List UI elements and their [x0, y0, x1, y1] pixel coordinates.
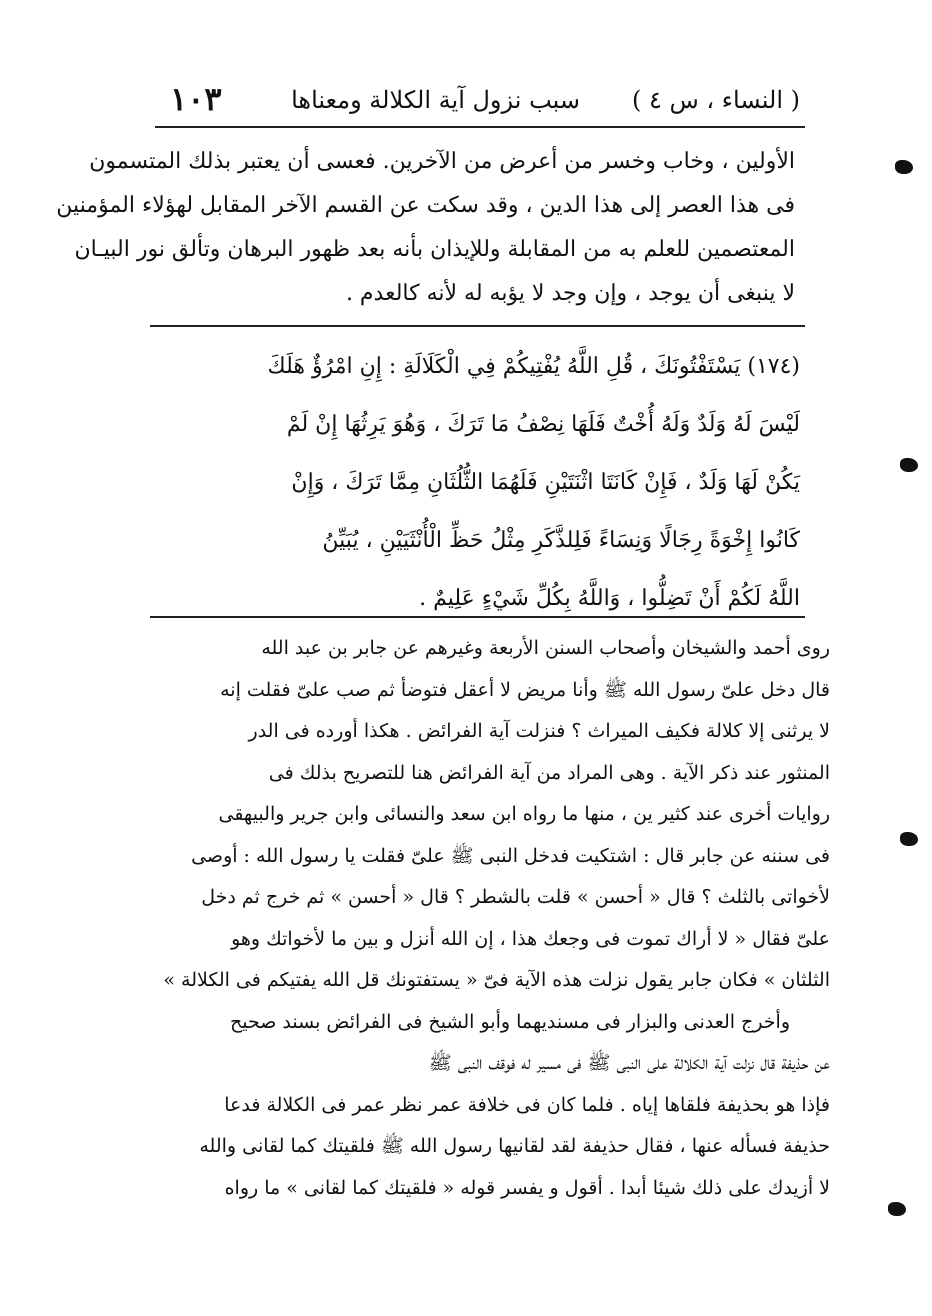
verse-line: اللَّهُ لَكُمْ أَنْ تَضِلُّوا ، وَاللَّهُ بِكُلِّ شَيْءٍ عَلِيمٌ . — [419, 586, 800, 611]
header-rule — [155, 126, 805, 128]
verse-line: (١٧٤) يَسْتَفْتُونَكَ ، قُلِ اللَّهُ يُفْتِيكُمْ فِي الْكَلَالَةِ : إِنِ امْرُؤٌ هَلَكَ — [267, 354, 800, 379]
intro-line: الأولين ، وخاب وخسر من أعرض من الآخرين. فعسى أن يعتبر بذلك المتسمون — [89, 149, 795, 174]
commentary-line: فإذا هو بحذيفة فلقاها إياه . فلما كان فى خلافة عمر نظر عمر فى الكلالة فدعا — [224, 1093, 830, 1116]
verse-top-rule — [150, 325, 805, 327]
surah-reference: ( النساء ، س ٤ ) — [631, 86, 800, 114]
commentary-line: المنثور عند ذكر الآية . وهى المراد من آية الفرائض هنا للتصريح بذلك فى — [268, 761, 830, 784]
scan-mark — [900, 458, 918, 472]
verse-bottom-rule — [150, 616, 805, 618]
commentary-line: علىّ فقال « لا أراك تموت فى وجعك هذا ، إن الله أنزل و بين ما لأخواتك وهو — [231, 927, 830, 950]
scan-mark — [895, 160, 913, 174]
commentary-line: فى سننه عن جابر قال : اشتكيت فدخل النبى ﷺ علىّ فقلت يا رسول الله : أوصى — [191, 844, 830, 867]
scan-mark — [888, 1202, 906, 1216]
commentary-line: روى أحمد والشيخان وأصحاب السنن الأربعة وغيرهم عن جابر بن عبد الله — [261, 637, 830, 659]
commentary-line: روايات أخرى عند كثير ين ، منها ما رواه ابن سعد والنسائى وابن جرير والبيهقى — [218, 803, 830, 825]
commentary-line: وأخرج العدنى والبزار فى مسنديهما وأبو الشيخ فى الفرائض بسند صحيح — [230, 1010, 790, 1033]
commentary-line: قال دخل علىّ رسول الله ﷺ وأنا مريض لا أعقل فتوضأ ثم صب علىّ فقلت إنه — [220, 678, 830, 701]
commentary-line: لا أزيدك على ذلك شيئا أبدا . أقول و يفسر قوله « فلقيتك كما لقانى » ما رواه — [224, 1176, 830, 1199]
commentary-line: لا يرثنى إلا كلالة فكيف الميراث ؟ فنزلت آية الفرائض . هكذا أورده فى الدر — [248, 720, 830, 742]
intro-line: لا ينبغى أن يوجد ، وإن وجد لا يؤبه له لأنه كالعدم . — [345, 281, 795, 306]
verse-line: يَكُنْ لَهَا وَلَدٌ ، فَإِنْ كَانَتَا اثْنَتَيْنِ فَلَهُمَا الثُّلُثَانِ مِمَّا تَرَكَ ، وَإِنْ — [291, 470, 800, 495]
intro-line: فى هذا العصر إلى هذا الدين ، وقد سكت عن القسم الآخر المقابل لهؤلاء المؤمنين — [56, 193, 795, 218]
commentary-line: حذيفة فسأله عنها ، فقال حذيفة لقد لقانيها رسول الله ﷺ فلقيتك كما لقانى والله — [199, 1135, 830, 1157]
verse-line: كَانُوا إِخْوَةً رِجَالًا وَنِسَاءً فَلِلذَّكَرِ مِثْلُ حَظِّ الْأُنْثَيَيْنِ ، يُبَيِّنُ — [322, 528, 800, 553]
intro-paragraph — [56, 140, 795, 316]
commentary-paragraph — [105, 628, 830, 1209]
page-header — [160, 78, 800, 128]
page-number: ١٠٣ — [170, 80, 222, 118]
scan-mark — [900, 832, 918, 846]
intro-line: المعتصمين للعلم به من المقابلة وللإيذان بأنه بعد ظهور البرهان وتألق نور البيـان — [74, 237, 795, 262]
running-title: سبب نزول آية الكلالة ومعناها — [291, 86, 580, 114]
commentary-line: عن حذيفة قال نزلت آية الكلالة على النبى ﷺ فى مسير له فوقف النبى ﷺ — [428, 1052, 830, 1074]
verse-line: لَيْسَ لَهُ وَلَدٌ وَلَهُ أُخْتٌ فَلَهَا نِصْفُ مَا تَرَكَ ، وَهُوَ يَرِثُهَا إِنْ لَمْ — [286, 412, 800, 437]
commentary-line: لأخواتى بالثلث ؟ قال « أحسن » قلت بالشطر ؟ قال « أحسن » ثم خرج ثم دخل — [201, 886, 830, 908]
commentary-line: الثلثان » فكان جابر يقول نزلت هذه الآية فىّ « يستفتونك قل الله يفتيكم فى الكلالة » — [163, 969, 830, 991]
quran-verse-block — [150, 338, 800, 628]
